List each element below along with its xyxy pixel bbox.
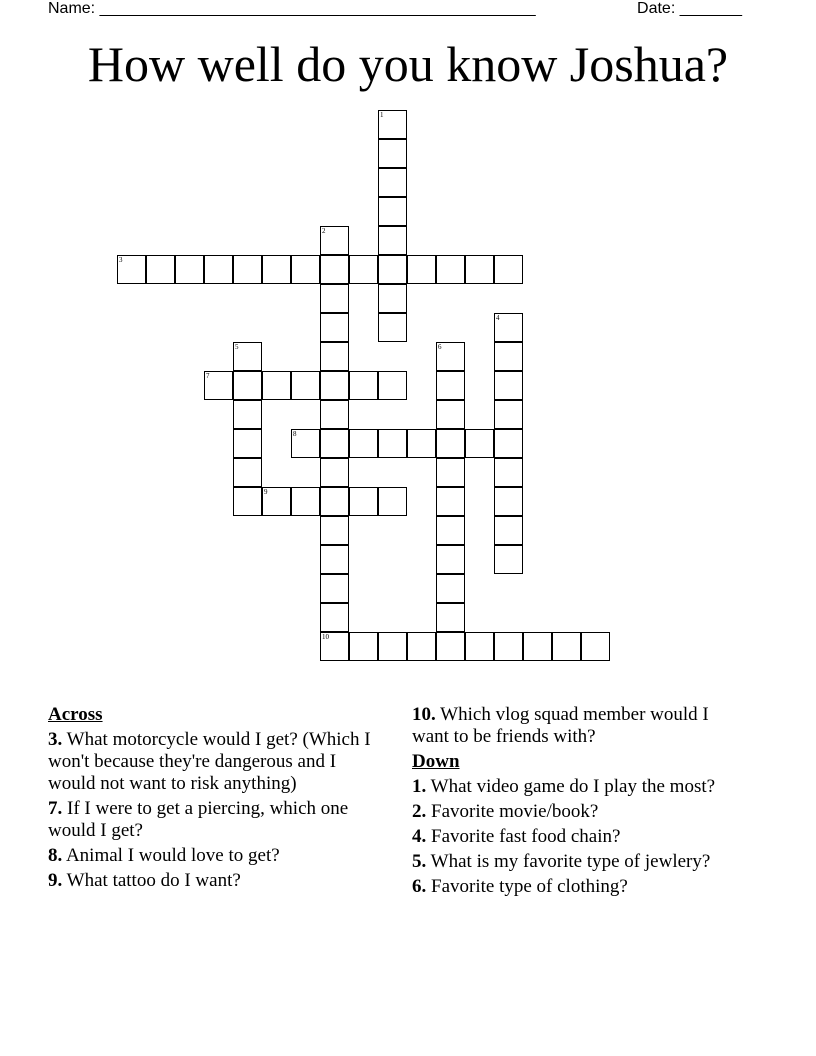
grid-cell[interactable] bbox=[349, 487, 378, 516]
clues-right-column bbox=[412, 704, 742, 901]
grid-cell[interactable] bbox=[233, 371, 262, 400]
grid-cell[interactable] bbox=[436, 632, 465, 661]
grid-cell[interactable] bbox=[291, 487, 320, 516]
grid-cell[interactable] bbox=[494, 545, 523, 574]
grid-cell[interactable] bbox=[378, 226, 407, 255]
grid-cell[interactable] bbox=[378, 197, 407, 226]
grid-cell[interactable] bbox=[320, 400, 349, 429]
grid-cell[interactable] bbox=[378, 632, 407, 661]
grid-cell[interactable] bbox=[320, 516, 349, 545]
cell-number: 8 bbox=[293, 430, 297, 438]
grid-cell[interactable] bbox=[378, 110, 407, 139]
grid-cell[interactable] bbox=[233, 342, 262, 371]
grid-cell[interactable] bbox=[436, 342, 465, 371]
clue-across-7: 7. If I were to get a piercing, which one would I get? bbox=[48, 798, 349, 841]
grid-cell[interactable] bbox=[233, 487, 262, 516]
cell-number: 9 bbox=[264, 488, 268, 496]
grid-cell[interactable] bbox=[436, 429, 465, 458]
grid-cell[interactable] bbox=[291, 255, 320, 284]
grid-cell[interactable] bbox=[320, 545, 349, 574]
grid-cell[interactable] bbox=[436, 255, 465, 284]
name-field[interactable]: Name: _________________________________________________ bbox=[48, 0, 536, 17]
grid-cell[interactable] bbox=[349, 371, 378, 400]
header bbox=[48, 0, 742, 20]
grid-cell[interactable] bbox=[320, 226, 349, 255]
grid-cell[interactable] bbox=[262, 371, 291, 400]
clue-down-5: 5. What is my favorite type of jewlery? bbox=[412, 851, 711, 872]
grid-cell[interactable] bbox=[320, 632, 349, 661]
cell-number: 5 bbox=[235, 343, 239, 351]
clue-across-3: 3. What motorcycle would I get? (Which I won't because they're dangerous and I would not want to risk anything) bbox=[48, 729, 371, 794]
grid-cell[interactable] bbox=[436, 400, 465, 429]
grid-cell[interactable] bbox=[494, 429, 523, 458]
clue-down-4: 4. Favorite fast food chain? bbox=[412, 826, 621, 847]
grid-cell[interactable] bbox=[291, 429, 320, 458]
grid-cell[interactable] bbox=[204, 255, 233, 284]
grid-cell[interactable] bbox=[233, 255, 262, 284]
grid-cell[interactable] bbox=[494, 371, 523, 400]
grid-cell[interactable] bbox=[407, 255, 436, 284]
clue-across-9: 9. What tattoo do I want? bbox=[48, 870, 241, 891]
grid-cell[interactable] bbox=[436, 458, 465, 487]
down-heading: Down bbox=[412, 751, 460, 772]
cell-number: 1 bbox=[380, 111, 384, 119]
cell-number: 2 bbox=[322, 227, 326, 235]
grid-cell[interactable] bbox=[465, 429, 494, 458]
grid-cell[interactable] bbox=[320, 284, 349, 313]
grid-cell[interactable] bbox=[378, 487, 407, 516]
grid-cell[interactable] bbox=[349, 429, 378, 458]
grid-cell[interactable] bbox=[320, 603, 349, 632]
grid-cell[interactable] bbox=[523, 632, 552, 661]
clues-left-column bbox=[48, 704, 388, 895]
grid-cell[interactable] bbox=[146, 255, 175, 284]
grid-cell[interactable] bbox=[494, 487, 523, 516]
cell-number: 7 bbox=[206, 372, 210, 380]
grid-cell[interactable] bbox=[320, 458, 349, 487]
date-field[interactable]: Date: _______ bbox=[637, 0, 742, 17]
clue-down-1: 1. What video game do I play the most? bbox=[412, 776, 716, 797]
grid-cell[interactable] bbox=[320, 429, 349, 458]
grid-cell[interactable] bbox=[494, 255, 523, 284]
grid-cell[interactable] bbox=[494, 342, 523, 371]
grid-cell[interactable] bbox=[233, 400, 262, 429]
crossword-grid bbox=[117, 110, 613, 664]
clue-down-2: 2. Favorite movie/book? bbox=[412, 801, 599, 822]
clue-across-8: 8. Animal I would love to get? bbox=[48, 845, 280, 866]
grid-cell[interactable] bbox=[494, 313, 523, 342]
grid-cell[interactable] bbox=[378, 313, 407, 342]
grid-cell[interactable] bbox=[407, 429, 436, 458]
grid-cell[interactable] bbox=[436, 574, 465, 603]
grid-cell[interactable] bbox=[175, 255, 204, 284]
grid-cell[interactable] bbox=[320, 313, 349, 342]
grid-cell[interactable] bbox=[320, 574, 349, 603]
cell-number: 4 bbox=[496, 314, 500, 322]
grid-cell[interactable] bbox=[320, 255, 349, 284]
cell-number: 3 bbox=[119, 256, 123, 264]
grid-cell[interactable] bbox=[320, 371, 349, 400]
clue-across-10: 10. Which vlog squad member would I want to be friends with? bbox=[412, 704, 709, 747]
grid-cell[interactable] bbox=[494, 632, 523, 661]
grid-cell[interactable] bbox=[436, 545, 465, 574]
grid-cell[interactable] bbox=[320, 342, 349, 371]
grid-cell[interactable] bbox=[378, 284, 407, 313]
grid-cell[interactable] bbox=[233, 458, 262, 487]
grid-cell[interactable] bbox=[233, 429, 262, 458]
page-title: How well do you know Joshua? bbox=[87, 36, 729, 92]
grid-cell[interactable] bbox=[552, 632, 581, 661]
across-heading: Across bbox=[48, 704, 103, 725]
grid-cell[interactable] bbox=[494, 516, 523, 545]
grid-cell[interactable] bbox=[378, 255, 407, 284]
cell-number: 6 bbox=[438, 343, 442, 351]
grid-cell[interactable] bbox=[494, 400, 523, 429]
grid-cell[interactable] bbox=[117, 255, 146, 284]
grid-cell[interactable] bbox=[291, 371, 320, 400]
grid-cell[interactable] bbox=[436, 371, 465, 400]
cell-number: 10 bbox=[322, 633, 329, 641]
grid-cell[interactable] bbox=[320, 487, 349, 516]
grid-cell[interactable] bbox=[378, 371, 407, 400]
grid-cell[interactable] bbox=[465, 632, 494, 661]
clue-down-6: 6. Favorite type of clothing? bbox=[412, 876, 628, 897]
grid-cell[interactable] bbox=[494, 458, 523, 487]
grid-cell[interactable] bbox=[581, 632, 610, 661]
grid-cell[interactable] bbox=[349, 255, 378, 284]
grid-cell[interactable] bbox=[407, 632, 436, 661]
grid-cell[interactable] bbox=[378, 429, 407, 458]
grid-cell[interactable] bbox=[436, 603, 465, 632]
grid-cell[interactable] bbox=[378, 168, 407, 197]
grid-cell[interactable] bbox=[436, 487, 465, 516]
grid-cell[interactable] bbox=[262, 255, 291, 284]
grid-cell[interactable] bbox=[262, 487, 291, 516]
grid-cell[interactable] bbox=[204, 371, 233, 400]
grid-cell[interactable] bbox=[349, 632, 378, 661]
grid-cell[interactable] bbox=[465, 255, 494, 284]
grid-cell[interactable] bbox=[378, 139, 407, 168]
grid-cell[interactable] bbox=[436, 516, 465, 545]
